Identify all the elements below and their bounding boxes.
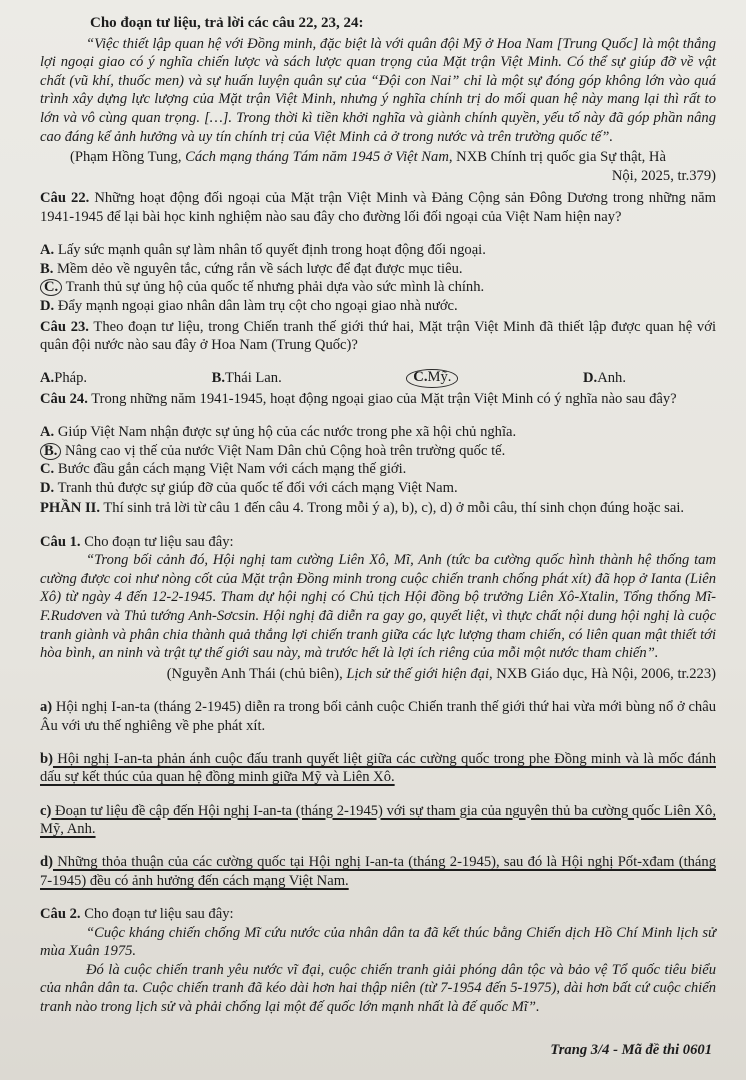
question-23-option-b[interactable]: B.Thái Lan. — [211, 370, 282, 387]
statement-d[interactable]: d) Những thỏa thuận của các cường quốc tại Hội nghị I-an-ta (tháng 2-1945), sau đó là Hội nghị Pốt-xđam (tháng 7-1945) đều có ảnh hưởng đến cách mạng Việt Nam. — [40, 854, 716, 889]
part-2-question-1-source-title: Lịch sử thế giới hiện đại — [346, 665, 489, 682]
question-24-stem: Câu 24. Trong những năm 1941-1945, hoạt động ngoại giao của Mặt trận Việt Minh có ý nghĩa nào sau đây? — [40, 390, 677, 407]
part-2-instructions: PHẦN II. Thí sinh trả lời từ câu 1 đến câu 4. Trong mỗi ý a), b), c), d) ở mỗi câu, thí sinh chọn đúng hoặc sai. — [40, 500, 685, 517]
question-23-option-a[interactable]: A.Pháp. — [40, 370, 88, 387]
part-2-question-1-quote: “Trong bối cảnh đó, Hội nghị tam cường Liên Xô, Mĩ, Anh (tức ba cường quốc hình thành hệ thống tam cường được coi như nòng cốt của Mặt trận Đồng minh trong cuộc chiến tranh chống phát xít) đã họp ở Ianta (Liên Xô) từ ngày 4 đến 12-2-1945. Tham dự hội nghị có Chủ tịch Hội đồng bộ trưởng Liên Xô-Xtalin, Tổng thống Mĩ-F.Rudơven và Thủ tướng Anh-Sơcsin. Hội nghị đã diễn ra gay go, quyết liệt, vì thực chất nội dung hội nghị là cuộc tranh giành và phân chia thành quả thắng lợi chiến tranh giữa các lực lượng tham chiến, có liên quan mật thiết tới hòa bình, an ninh và trật tự thế giới sau này, mà trước hết là lợi ích riêng của mỗi một nước tham chiến”. — [40, 552, 716, 662]
question-22-option-d[interactable]: D. Đẩy mạnh ngoại giao nhân dân làm trụ cột cho ngoại giao nhà nước. — [40, 297, 458, 314]
passage-1-quote: “Việc thiết lập quan hệ với Đồng minh, đặc biệt là với quân đội Mỹ ở Hoa Nam [Trung Quốc] là một thắng lợi ngoại giao có ý nghĩa chiến lược và sách lược quan trọng của Mặt trận Việt Minh. Có thể sự giúp đỡ về vật chất (vũ khí, thuốc men) và sự huấn luyện quân sự của “Đội con Nai” chỉ là một sự đóng góp không lớn vào quá trình xây dựng lực lượng của Mặt trận Việt Minh, nhưng ý nghĩa chính trị do mối quan hệ này mang lại thì rất to lớn và vô cùng quan trọng. […]. Trong thời kì tiền khởi nghĩa và giành chính quyền, yếu tố này đã góp phần nâng cao đáng kể ảnh hưởng và uy tín chính trị của Việt Minh cả ở trong nước và trên trường quốc tế”. — [40, 35, 716, 145]
statement-c[interactable]: c) Đoạn tư liệu đề cập đến Hội nghị I-an-ta (tháng 2-1945) với sự tham gia của nguyên thủ ba cường quốc Liên Xô, Mỹ, Anh. — [40, 802, 716, 838]
answer-circle-mark: C. — [40, 279, 62, 296]
part-2-question-1 — [40, 533, 716, 891]
question-23 — [40, 318, 716, 388]
passage-1-source-line-2: Nội, 2025, tr.379) — [611, 167, 716, 184]
question-23-option-c[interactable]: C.Mỹ. — [406, 369, 458, 388]
answer-circle-mark: B. — [40, 443, 61, 460]
question-22-option-c[interactable]: C. Tranh thủ sự ủng hộ của quốc tế nhưng phải dựa vào sức mình là chính. — [40, 278, 716, 297]
question-23-options — [40, 369, 716, 388]
question-22 — [40, 189, 716, 315]
passage-1-source-title: Cách mạng tháng Tám năm 1945 ở Việt Nam — [185, 149, 449, 166]
question-24-option-d[interactable]: D. Tranh thủ được sự giúp đỡ của quốc tế đối với cách mạng Việt Nam. — [40, 479, 458, 496]
question-24 — [40, 390, 716, 498]
question-24-option-c[interactable]: C. Bước đầu gắn cách mạng Việt Nam với cách mạng thế giới. — [40, 461, 407, 478]
passage-1-source — [40, 148, 716, 185]
part-2-question-2-quote-2: Đó là cuộc chiến tranh yêu nước vĩ đại, cuộc chiến tranh giải phóng dân tộc và bảo vệ Tổ quốc tiêu biểu của nhân dân ta. Cuộc chiến tranh đã kéo dài hơn hai thập niên (từ 7-1954 đến 5-1975), dài hơn bất cứ cuộc chiến tranh nào trong lịch sử và phải chống lại một đế quốc lớn mạnh nhất là đế quốc Mĩ”. — [40, 961, 716, 1016]
statement-b[interactable]: b) Hội nghị I-an-ta phản ánh cuộc đấu tranh quyết liệt giữa các cường quốc trong phe Đồng minh và là mốc đánh dấu sự kết thúc của quan hệ đồng minh giữa Mỹ và Liên Xô. — [40, 750, 716, 786]
question-22-option-a[interactable]: A. Lấy sức mạnh quân sự làm nhân tố quyết định trong hoạt động đối ngoại. — [40, 242, 486, 259]
question-23-option-d[interactable]: D.Anh. — [582, 370, 626, 387]
part-2-question-1-source: (Nguyễn Anh Thái (chủ biên), Lịch sử thế giới hiện đại, NXB Giáo dục, Hà Nội, 2006, tr.223) — [166, 665, 716, 682]
page-footer: Trang 3/4 - Mã đề thi 0601 — [550, 1042, 712, 1059]
passage-1-source-line: (Phạm Hồng Tung, Cách mạng tháng Tám năm 1945 ở Việt Nam, NXB Chính trị quốc gia Sự thật, Hà — [70, 149, 666, 166]
question-23-stem: Câu 23. Theo đoạn tư liệu, trong Chiến tranh thế giới thứ hai, Mặt trận Việt Minh đã thiết lập được quan hệ với quân đội nước nào sau đây ở Hoa Nam (Trung Quốc)? — [40, 318, 717, 354]
question-24-option-b[interactable]: B. Nâng cao vị thế của nước Việt Nam Dân chủ Cộng hoà trên trường quốc tế. — [40, 442, 716, 461]
part-2-question-2-quote-1: “Cuộc kháng chiến chống Mĩ cứu nước của nhân dân ta đã kết thúc bằng Chiến dịch Hồ Chí Minh lịch sử mùa Xuân 1975. — [40, 924, 716, 960]
section-title: Cho đoạn tư liệu, trả lời các câu 22, 23, 24: — [90, 15, 364, 31]
question-22-option-b[interactable]: B. Mềm dẻo về nguyên tắc, cứng rắn về sách lược để đạt được mục tiêu. — [40, 260, 463, 277]
part-2-question-2-stem: Câu 2. Cho đoạn tư liệu sau đây: — [40, 906, 234, 923]
part-2-question-1-stem: Câu 1. Cho đoạn tư liệu sau đây: — [40, 533, 234, 550]
statement-a[interactable]: a) Hội nghị I-an-ta (tháng 2-1945) diễn ra trong bối cảnh cuộc Chiến tranh thế giới thứ hai vừa mới bùng nổ ở châu Âu với ưu thế nghiêng về phe phát xít. — [40, 698, 716, 734]
part-2-question-2 — [40, 905, 716, 1017]
question-24-option-a[interactable]: A. Giúp Việt Nam nhận được sự ủng hộ của các nước trong phe xã hội chủ nghĩa. — [40, 424, 517, 441]
question-22-stem: Câu 22. Những hoạt động đối ngoại của Mặt trận Việt Minh và Đảng Cộng sản Đông Dương trong những năm 1941-1945 để lại bài học kinh nghiệm nào sau đây cho đường lối đối ngoại của Việt Nam hiện nay? — [40, 190, 716, 225]
